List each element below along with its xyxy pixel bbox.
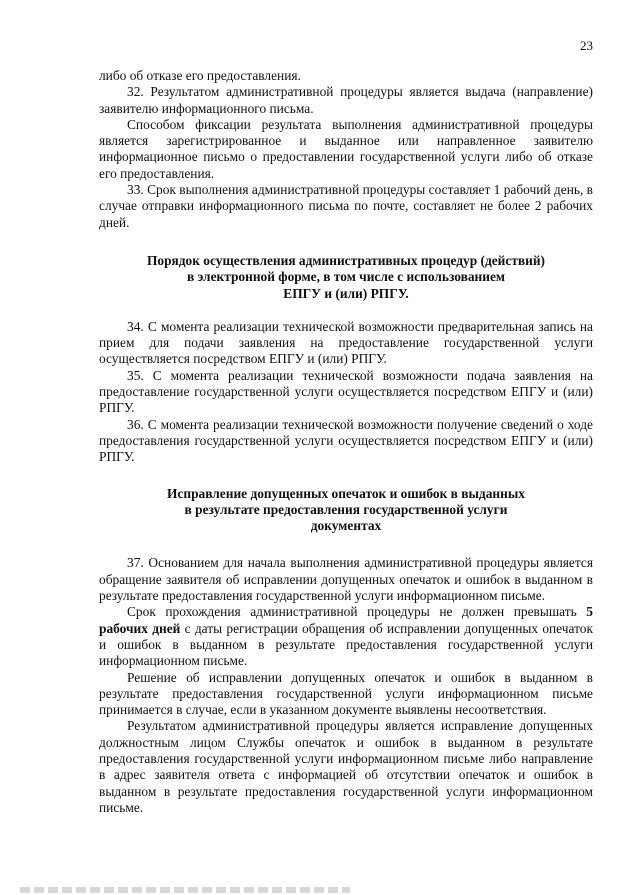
heading-line: Исправление допущенных опечаток и ошибок в выданных <box>167 485 525 501</box>
page-number: 23 <box>580 38 593 53</box>
heading-line: в результате предоставления государственной услуги <box>184 501 508 517</box>
paragraph-37-deadline <box>99 604 593 669</box>
paragraph-37-decision: Решение об исправлении допущенных опечаток и ошибок в выданном в результате предоставления государственной услуги информационном письме принимается в случае, если в указанном документе выявлены несоответствия. <box>99 669 593 718</box>
paragraph-32-fixation: Способом фиксации результата выполнения административной процедуры является зарегистрированное и выданное или направленное заявителю информационное письмо о предоставлении государственной услуги либо об отказе его предоставления. <box>99 116 593 181</box>
paragraph-continuation: либо об отказе его предоставления. <box>99 68 301 83</box>
document-body <box>99 68 593 816</box>
heading-line: Порядок осуществления административных процедур (действий) <box>146 252 546 268</box>
deadline-text-post: с даты регистрации обращения об исправлении допущенных опечаток и ошибок в выданном в результате предоставления государственной услуги информационном письме. <box>99 620 593 669</box>
section-heading-corrections <box>99 486 593 535</box>
deadline-text-pre: Срок прохождения административной процедуры не должен превышать <box>127 604 587 620</box>
scan-artifact <box>20 887 350 893</box>
heading-line: ЕПГУ и (или) РПГУ. <box>283 285 409 301</box>
deadline-bold: 5 рабочих дней <box>99 604 593 636</box>
heading-line: документах <box>310 518 382 534</box>
paragraph-33: 33. Срок выполнения административной процедуры составляет 1 рабочий день, в случае отправки информационного письма по почте, составляет не более 2 рабочих дней. <box>99 182 593 230</box>
section-heading-electronic <box>99 253 593 302</box>
paragraph-36: 36. С момента реализации технической возможности получение сведений о ходе предоставления государственной услуги осуществляется посредством ЕПГУ и (или) РПГУ. <box>99 416 593 465</box>
paragraph-37-result: Результатом административной процедуры является исправление допущенных должностным лицом Службы опечаток и ошибок в выданном в результате предоставления государственной услуги информационном письме либо направление в адрес заявителя ответа с информацией об отсутствии опечаток и ошибок в выданном в результате предоставления государственной услуги информационном письме. <box>99 718 593 815</box>
paragraph-32: 32. Результатом административной процедуры является выдача (направление) заявителю информационного письма. <box>99 84 593 116</box>
heading-line: в электронной форме, в том числе с использованием <box>186 269 506 285</box>
paragraph-37: 37. Основанием для начала выполнения административной процедуры является обращение заявителя об исправлении допущенных опечаток и ошибок в выданном в результате предоставления государственной услуги информационном письме. <box>99 555 593 604</box>
paragraph-34: 34. С момента реализации технической возможности предварительная запись на прием для подачи заявления на предоставление государственной услуги осуществляется посредством ЕПГУ и (или) РПГУ. <box>99 318 593 367</box>
paragraph-35: 35. С момента реализации технической возможности подача заявления на предоставление государственной услуги осуществляется посредством ЕПГУ и (или) РПГУ. <box>99 367 593 416</box>
